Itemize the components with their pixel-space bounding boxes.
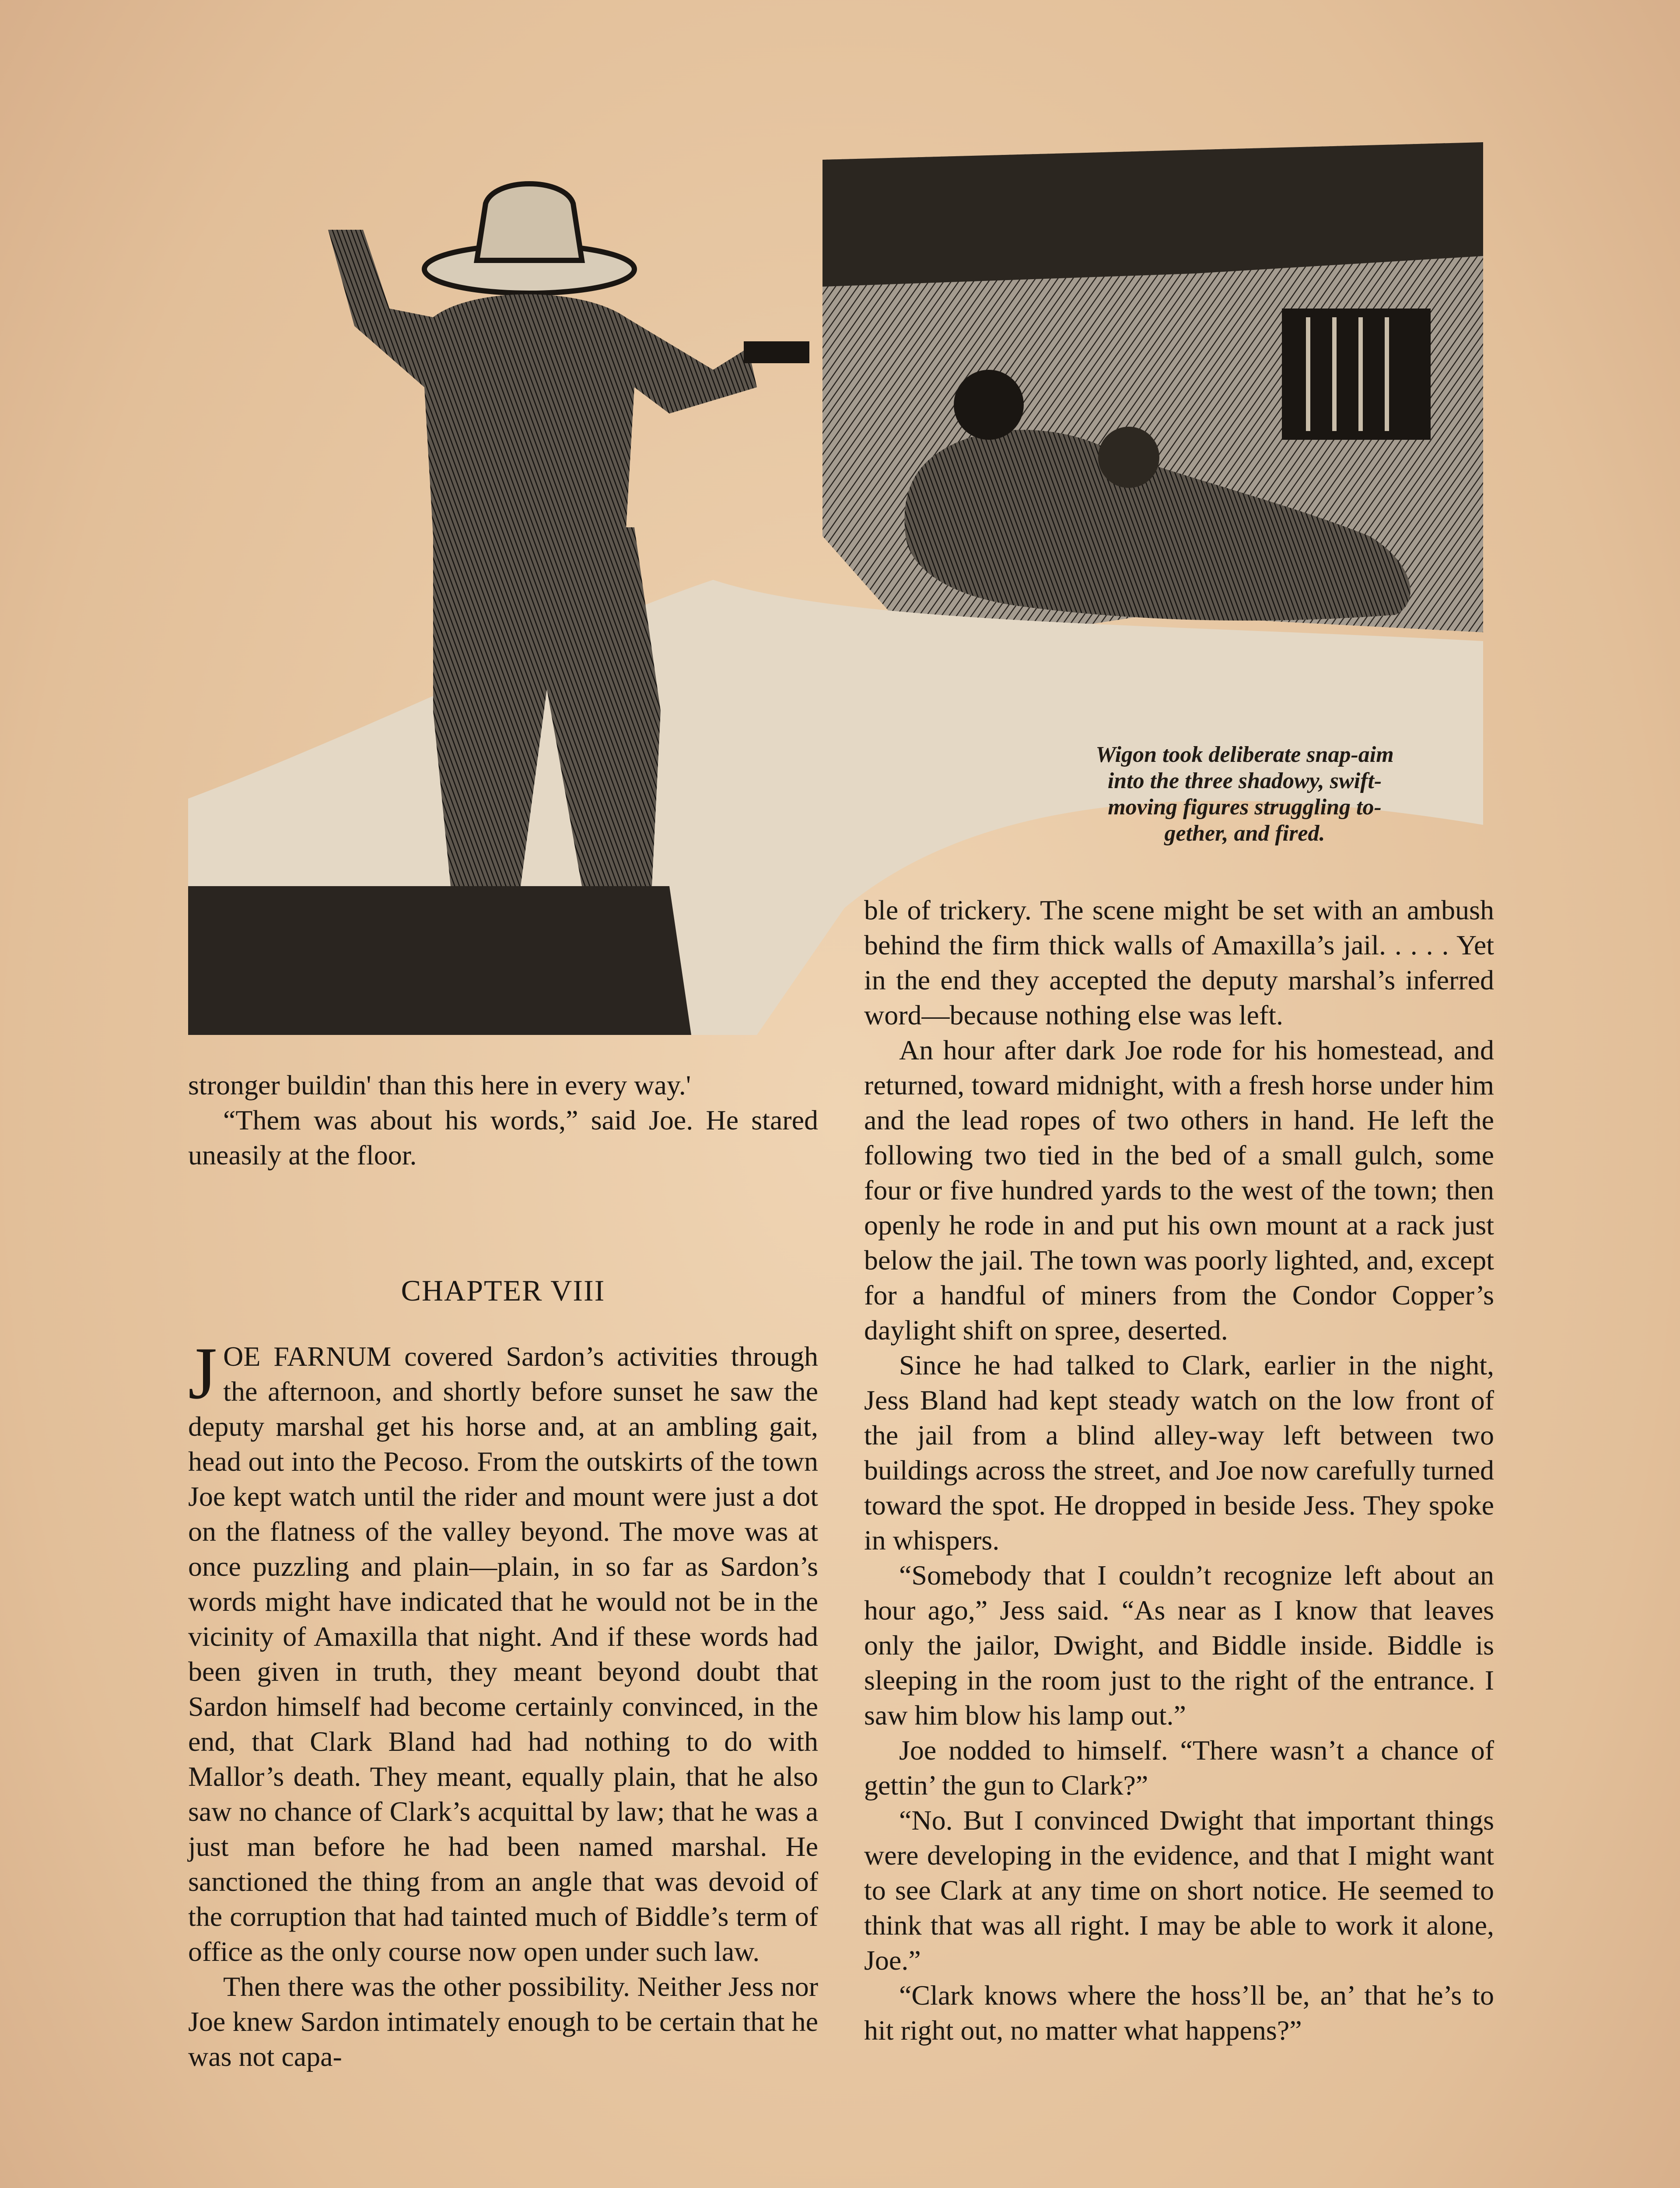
caption-line: moving figures struggling to- [1108, 795, 1382, 820]
caption-line: Wigon took deliberate snap-aim [1096, 742, 1394, 767]
paragraph: “Clark knows where the hoss’ll be, an’ that he’s to hit right out, no matter what happens?” [864, 1980, 1494, 2046]
caption-line: gether, and fired. [1164, 821, 1325, 846]
paragraph: stronger buildin' than this here in every way.' [188, 1069, 691, 1101]
paragraph: Joe nodded to himself. “There wasn’t a chance of gettin’ the gun to Clark?” [864, 1735, 1494, 1801]
left-column-top [188, 1068, 818, 1173]
paragraph: ble of trickery. The scene might be set with an ambush behind the firm thick walls of Amaxilla’s jail. . . . . Yet in the end they accepted the deputy marshal’s inferred word—because nothing else was left. [864, 894, 1494, 1031]
jail-window [1282, 309, 1431, 440]
drop-cap: J [188, 1332, 217, 1414]
paragraph: Since he had talked to Clark, earlier in the night, Jess Bland had kept steady watch on the low front of the jail from a blind alley-way left between two buildings across the street, and Joe now carefully turned toward the spot. He dropped in beside Jess. They spoke in whispers. [864, 1350, 1494, 1556]
paragraph: “Somebody that I couldn’t recognize left about an hour ago,” Jess said. “As near as I know that leaves only the jailor, Dwight, and Biddle inside. Biddle is sleeping in the room just to the right of the entrance. I saw him blow his lamp out.” [864, 1560, 1494, 1731]
paragraph: Then there was the other possibility. Neither Jess nor Joe knew Sardon intimately enough to be certain that he was not capa- [188, 1971, 818, 2072]
left-column-bottom [188, 1332, 818, 2074]
paragraph: “Them was about his words,” said Joe. He stared uneasily at the floor. [188, 1105, 818, 1171]
paragraph [188, 1332, 818, 1969]
right-column [864, 893, 1494, 2048]
paragraph-text: OE FARNUM covered Sardon’s activities through the afternoon, and shortly before sunset he saw the deputy marshal get his horse and, at an ambling gait, head out into the Pecoso. From the outskirts of the town Joe kept watch until the rider and mount were just a dot on the flatness of the valley beyond. The move was at once puzzling and plain—plain, in so far as Sardon’s words might have indicated that he would not be in the vicinity of Amaxilla that night. And if these words had been given in truth, they meant beyond doubt that Sardon himself had become certainly convinced, in the end, that Clark Bland had had nothing to do with Mallor’s death. They meant, equally plain, that he also saw no chance of Clark’s acquittal by law; that he was a just man before he had been named marshal. He sanctioned the thing from an angle that was devoid of the corruption that had tainted much of Biddle’s term of office as the only course now open under such law. [188, 1341, 818, 1967]
illustration-caption [1015, 742, 1474, 847]
paragraph: “No. But I convinced Dwight that important things were developing in the evidence, and that I might want to see Clark at any time on short notice. He seemed to think that was all right. I may be able to work it alone, Joe.” [864, 1805, 1494, 1976]
paragraph: An hour after dark Joe rode for his homestead, and returned, toward midnight, with a fresh horse under him and the lead ropes of two others in hand. He left the following two tied in the bed of a small gulch, some four or five hundred yards to the west of the town; then openly he rode in and put his own mount at a rack just below the jail. The town was poorly lighted, and, except for a handful of miners from the Condor Copper’s daylight shift on spree, deserted. [864, 1034, 1494, 1346]
caption-line: into the three shadowy, swift- [1107, 768, 1382, 793]
shadow [188, 886, 691, 1035]
chapter-heading: CHAPTER VIII [401, 1274, 606, 1307]
